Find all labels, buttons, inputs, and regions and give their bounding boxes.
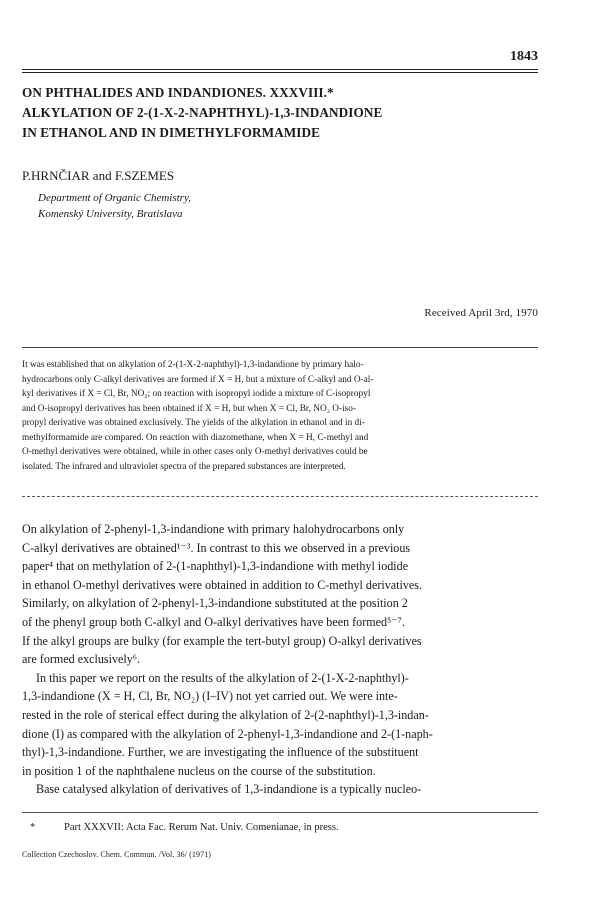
footnote: [30, 822, 339, 833]
title-line: ALKYLATION OF 2-(1-X-2-NAPHTHYL)-1,3-INDANDIONE: [22, 105, 383, 120]
affiliation-line: Komenský University, Bratislava: [38, 208, 183, 220]
body-line: On alkylation of 2-phenyl-1,3-indandione with primary halohydrocarbons only: [22, 522, 405, 536]
footnote-text: Part XXXVII: Acta Fac. Rerum Nat. Univ. Comenianae, in press.: [64, 822, 339, 833]
footnote-rule: [22, 812, 538, 813]
title-line: IN ETHANOL AND IN DIMETHYLFORMAMIDE: [22, 125, 321, 140]
title-line: ON PHTHALIDES AND INDANDIONES. XXXVIII.*: [22, 85, 334, 100]
abstract-line: It was established that on alkylation of 2-(1-X-2-naphthyl)-1,3-indandione by primary halo-: [22, 360, 364, 370]
body-line: in ethanol O-methyl derivatives were obtained in addition to C-methyl derivatives.: [22, 577, 422, 592]
body-line: dione (I) as compared with the alkylation of 2-phenyl-1,3-indandione and 2-(1-naph-: [22, 726, 433, 741]
abstract-line: O-methyl derivatives were obtained, while in other cases only O-methyl derivatives could be: [22, 447, 368, 457]
affiliation: [38, 190, 191, 222]
page-number: 1843: [510, 49, 538, 64]
body-text: [22, 520, 540, 799]
body-line: Similarly, on alkylation of 2-phenyl-1,3-indandione substituted at the position 2: [22, 596, 408, 611]
abstract-line: propyl derivative was obtained exclusively. The yields of the alkylation in ethanol and in di-: [22, 418, 365, 428]
article-title: [22, 83, 542, 143]
body-line: 1,3-indandione (X = H, Cl, Br, NO₂) (I–IV) not yet carried out. We were inte-: [22, 689, 398, 704]
header-rule: [22, 69, 538, 70]
body-line: Base catalysed alkylation of derivatives of 1,3-indandione is a typically nucleo-: [36, 782, 422, 797]
authors: P.HRNČIAR and F.SZEMES: [22, 168, 175, 183]
abstract-line: and O-isopropyl derivatives has been obtained if X = H, but when X = Cl, Br, NO₂ O-iso-: [22, 403, 357, 414]
footnote-mark: *: [30, 822, 36, 833]
body-line: thyl)-1,3-indandione. Further, we are investigating the influence of the substituent: [22, 745, 419, 760]
abstract-bottom-rule: [22, 496, 538, 497]
body-line: of the phenyl group both C-alkyl and O-alkyl derivatives have been formed⁵⁻⁷.: [22, 614, 405, 629]
received-date: Received April 3rd, 1970: [424, 307, 538, 319]
header-rule-secondary: [22, 72, 538, 73]
body-line: rested in the role of sterical effect during the alkylation of 2-(2-naphthyl)-1,3-indan-: [22, 707, 429, 722]
body-line: In this paper we report on the results of the alkylation of 2-(1-X-2-naphthyl)-: [36, 670, 409, 685]
abstract-line: kyl derivatives if X = Cl, Br, NO₂; on reaction with isopropyl iodide a mixture of C-isopropyl: [22, 389, 371, 399]
body-line: If the alkyl groups are bulky (for example the tert-butyl group) O-alkyl derivatives: [22, 633, 422, 648]
abstract-line: methylformamide are compared. On reaction with diazomethane, when X = H, C-methyl and: [22, 432, 369, 443]
abstract-line: hydrocarbons only C-alkyl derivatives are formed if X = H, but a mixture of C-alkyl and O-al-: [22, 374, 374, 385]
journal-citation: Collection Czechoslov. Chem. Commun. /Vol. 36/ (1971): [22, 850, 212, 859]
abstract-line: isolated. The infrared and ultraviolet spectra of the prepared substances are interpreted.: [22, 461, 346, 472]
body-line: are formed exclusively⁶.: [22, 652, 141, 667]
body-line: C-alkyl derivatives are obtained¹⁻³. In contrast to this we observed in a previous: [22, 540, 411, 555]
affiliation-line: Department of Organic Chemistry,: [38, 192, 191, 204]
body-line: in position 1 of the naphthalene nucleus on the course of the substitution.: [22, 763, 376, 778]
abstract-top-rule: [22, 347, 538, 348]
body-line: paper⁴ that on methylation of 2-(1-naphthyl)-1,3-indandione with methyl iodide: [22, 559, 409, 574]
abstract: [22, 358, 538, 474]
